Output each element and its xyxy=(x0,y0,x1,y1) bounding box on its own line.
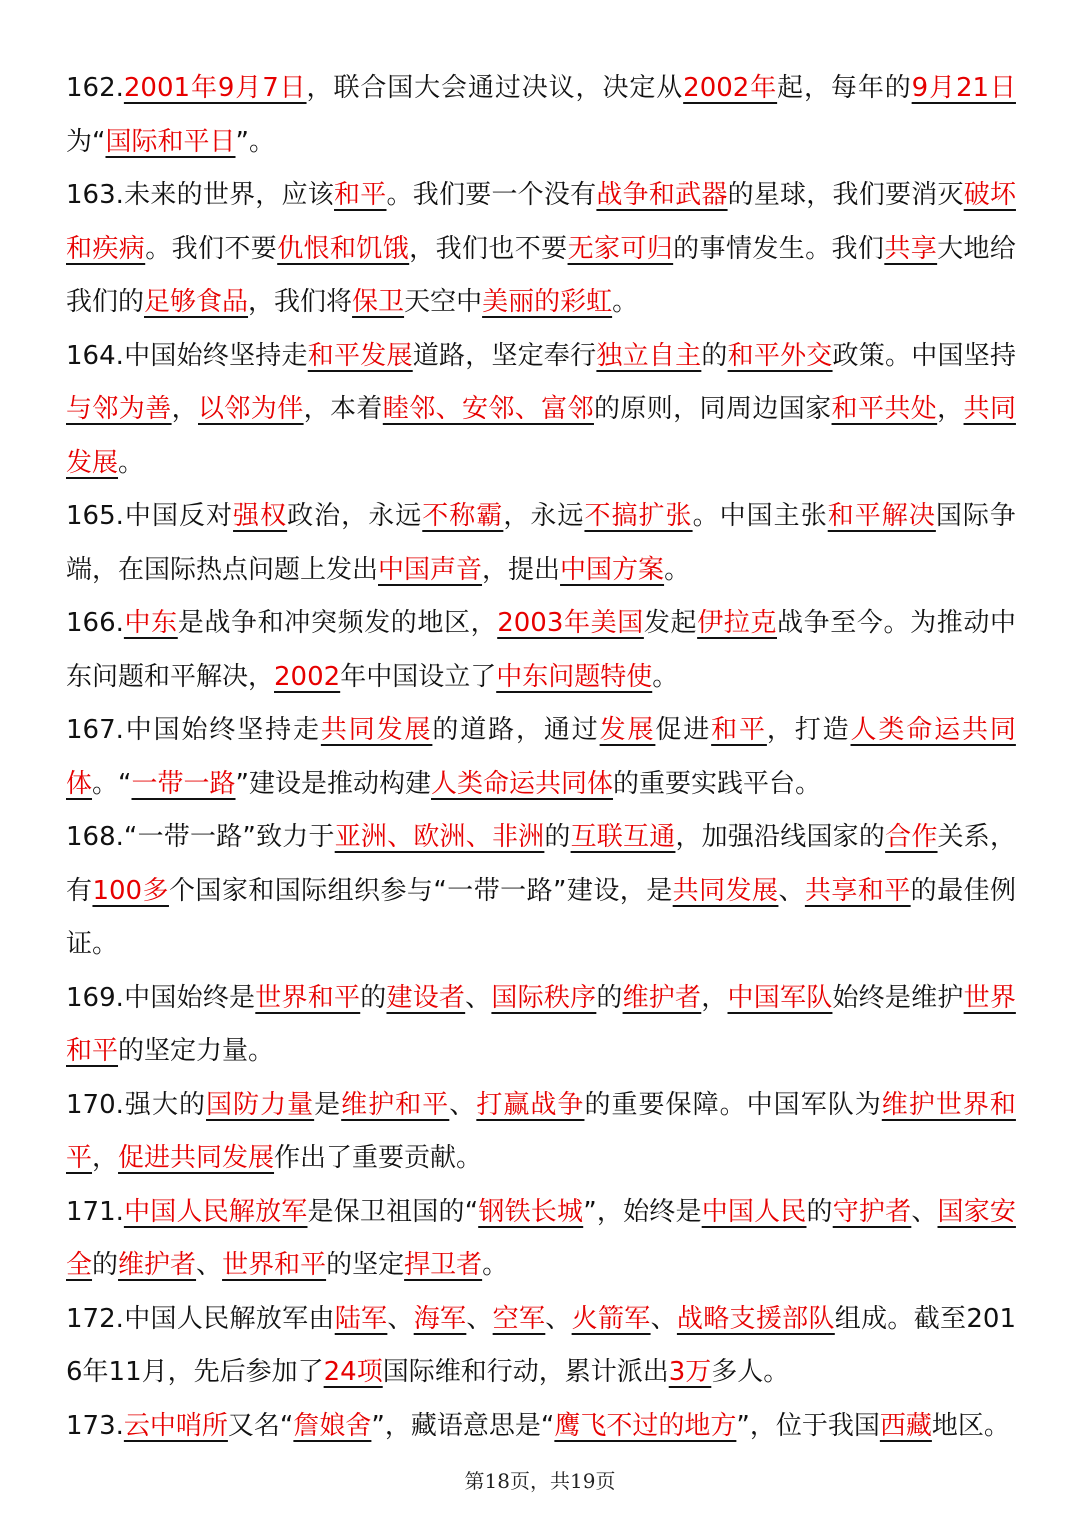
item-text: ”建设是推动构建 xyxy=(235,768,431,799)
item-text: 、 xyxy=(911,1196,938,1227)
item-text: 的 xyxy=(806,1196,833,1227)
item-text: 个国家和国际组织参与“一带一路”建设，是 xyxy=(168,875,673,906)
highlighted-answer: 9月21日 xyxy=(911,73,1016,103)
highlighted-answer: 中国人民解放军 xyxy=(123,1196,308,1227)
highlighted-answer: 24项 xyxy=(323,1357,383,1387)
item-text: ，本着 xyxy=(303,394,383,424)
item-text: 为“ xyxy=(66,126,106,157)
item-text: 171. xyxy=(66,1196,124,1227)
highlighted-answer: 2001年9月7日 xyxy=(123,73,307,103)
highlighted-answer: 中东 xyxy=(123,608,178,638)
highlighted-answer: 100多 xyxy=(92,875,169,906)
highlighted-answer: 国防力量 xyxy=(206,1089,315,1120)
highlighted-answer: 维护者 xyxy=(622,982,702,1013)
question-item xyxy=(66,1400,1016,1454)
item-text: 的坚定力量。 xyxy=(118,1036,275,1066)
item-text: ， xyxy=(92,1143,119,1173)
question-item xyxy=(66,1186,1016,1293)
highlighted-answer: 破坏和疾病 xyxy=(66,180,1016,264)
item-text: ，打造 xyxy=(766,715,851,745)
item-text: 促进 xyxy=(655,715,712,745)
highlighted-answer: 伊拉克 xyxy=(697,608,777,638)
highlighted-answer: 捍卫者 xyxy=(404,1250,483,1280)
highlighted-answer: 国际秩序 xyxy=(491,982,597,1013)
highlighted-answer: 强权 xyxy=(233,501,288,531)
highlighted-answer: 中国军队 xyxy=(727,982,833,1013)
item-text: 162. xyxy=(66,73,124,103)
question-item xyxy=(66,704,1016,811)
question-item xyxy=(66,1079,1016,1186)
highlighted-answer: 睦邻、安邻、富邻 xyxy=(382,394,594,424)
item-text: 的星球，我们要消灭 xyxy=(727,180,964,210)
document-body xyxy=(66,62,1016,1453)
item-text: 大地给我们的 xyxy=(66,233,1016,317)
item-text: 。 xyxy=(664,554,691,585)
item-text: 167.中国始终坚持走 xyxy=(66,715,321,745)
highlighted-answer: 世界和平 xyxy=(222,1250,327,1280)
highlighted-answer: 共享 xyxy=(884,233,938,264)
item-text: ， xyxy=(171,394,198,424)
page-footer: 第18页，共19页 xyxy=(464,1469,616,1493)
item-text: 173. xyxy=(66,1410,124,1441)
highlighted-answer: 共同发展 xyxy=(672,875,779,906)
item-text: 、 xyxy=(650,1303,677,1334)
highlighted-answer: 和平解决 xyxy=(827,501,936,531)
highlighted-answer: 共享和平 xyxy=(804,875,911,906)
highlighted-answer: 2002年 xyxy=(683,73,778,103)
item-text: 。中国主张 xyxy=(692,501,828,531)
item-text: 的 xyxy=(360,982,387,1013)
question-item xyxy=(66,169,1016,330)
item-text: 组成。截至2016年11月，先后参加了 xyxy=(66,1303,1016,1387)
item-text: 的 xyxy=(544,822,571,852)
highlighted-answer: 战争和武器 xyxy=(596,180,728,210)
item-text: 政治，永远 xyxy=(287,501,423,531)
highlighted-answer: 共同发展 xyxy=(320,715,433,745)
highlighted-answer: 战略支援部队 xyxy=(676,1303,835,1334)
item-text: ，永远 xyxy=(503,501,585,531)
item-text: 172.中国人民解放军由 xyxy=(66,1303,335,1334)
highlighted-answer: 亚洲、欧洲、非洲 xyxy=(334,822,545,852)
highlighted-answer: 钢铁长城 xyxy=(478,1196,584,1227)
item-text: 。我们不要 xyxy=(145,233,278,264)
question-item xyxy=(66,62,1016,169)
highlighted-answer: 无家可归 xyxy=(567,233,674,264)
item-text: 、 xyxy=(465,982,492,1013)
item-text: ，我们将 xyxy=(248,287,353,317)
highlighted-answer: 空军 xyxy=(492,1303,546,1334)
item-text: 是保卫祖国的“ xyxy=(307,1196,479,1227)
item-text: 。“ xyxy=(92,768,132,799)
item-text: 166. xyxy=(66,608,124,638)
item-text: 的 xyxy=(596,982,623,1013)
item-text: 。 xyxy=(118,447,145,478)
item-text: ”。 xyxy=(235,126,275,157)
question-item xyxy=(66,811,1016,972)
highlighted-answer: 维护和平 xyxy=(341,1089,450,1120)
item-text: 的事情发生。我们 xyxy=(673,233,885,264)
highlighted-answer: 海军 xyxy=(413,1303,467,1334)
item-text: 、 xyxy=(466,1303,493,1334)
highlighted-answer: 维护者 xyxy=(118,1250,197,1280)
item-text: 。 xyxy=(652,661,679,692)
highlighted-answer: 促进共同发展 xyxy=(118,1143,275,1173)
highlighted-answer: 世界和平 xyxy=(66,982,1016,1066)
highlighted-answer: 人类命运共同体 xyxy=(66,715,1016,799)
question-item xyxy=(66,972,1016,1079)
highlighted-answer: 共同发展 xyxy=(66,394,1016,478)
item-text: 的原则，同周边国家 xyxy=(593,394,832,424)
highlighted-answer: 足够食品 xyxy=(144,287,249,317)
highlighted-answer: 和平发展 xyxy=(307,340,413,371)
highlighted-answer: 2002 xyxy=(274,661,341,692)
item-text: 天空中 xyxy=(404,287,483,317)
highlighted-answer: 守护者 xyxy=(832,1196,912,1227)
item-text: 165.中国反对 xyxy=(66,501,234,531)
highlighted-answer: 和平外交 xyxy=(727,340,833,371)
item-text: 、 xyxy=(196,1250,223,1280)
highlighted-answer: 3万 xyxy=(668,1357,712,1387)
item-text: 作出了重要贡献。 xyxy=(274,1143,483,1173)
highlighted-answer: 仇恨和饥饿 xyxy=(277,233,410,264)
highlighted-answer: 国家安全 xyxy=(66,1196,1016,1280)
highlighted-answer: 与邻为善 xyxy=(66,394,172,424)
highlighted-answer: 火箭军 xyxy=(571,1303,651,1334)
highlighted-answer: 互联互通 xyxy=(570,822,676,852)
item-text: 年中国设立了 xyxy=(340,661,497,692)
highlighted-answer: 陆军 xyxy=(334,1303,388,1334)
item-text: 道路，坚定奉行 xyxy=(412,340,597,371)
item-text: 国际维和行动，累计派出 xyxy=(382,1357,669,1387)
item-text: 的最佳例证。 xyxy=(66,875,1016,959)
item-text: 的道路，通过 xyxy=(432,715,600,745)
item-text: 发起 xyxy=(643,608,698,638)
item-text: 政策。中国坚持 xyxy=(832,340,1016,371)
item-text: ，提出 xyxy=(482,554,561,585)
highlighted-answer: 一带一路 xyxy=(131,768,236,799)
item-text: ”，位于我国 xyxy=(736,1410,880,1441)
item-text: 。我们要一个没有 xyxy=(386,180,597,210)
highlighted-answer: 中国声音 xyxy=(378,554,483,585)
item-text: 、 xyxy=(449,1089,477,1120)
highlighted-answer: 鹰飞不过的地方 xyxy=(554,1410,737,1441)
question-item xyxy=(66,597,1016,704)
item-text: 起，每年的 xyxy=(777,73,912,103)
item-text: 。 xyxy=(612,287,639,317)
highlighted-answer: 以邻为伴 xyxy=(198,394,304,424)
highlighted-answer: 保卫 xyxy=(352,287,405,317)
highlighted-answer: 不搞扩张 xyxy=(584,501,693,531)
highlighted-answer: 不称霸 xyxy=(422,501,504,531)
item-text: 170.强大的 xyxy=(66,1089,207,1120)
question-item xyxy=(66,1293,1016,1400)
highlighted-answer: 云中哨所 xyxy=(123,1410,228,1441)
item-text: 的重要实践平台。 xyxy=(613,768,822,799)
highlighted-answer: 合作 xyxy=(885,822,938,852)
item-text: 又名“ xyxy=(227,1410,294,1441)
item-text: 的 xyxy=(701,340,728,371)
highlighted-answer: 中国方案 xyxy=(560,554,665,585)
item-text: ，联合国大会通过决议，决定从 xyxy=(306,73,684,103)
item-text: 、 xyxy=(545,1303,572,1334)
item-text: ， xyxy=(701,982,728,1013)
highlighted-answer: 西藏 xyxy=(879,1410,932,1441)
highlighted-answer: 和平 xyxy=(711,715,767,745)
item-text: ，加强沿线国家的 xyxy=(675,822,886,852)
item-text: 168.“一带一路”致力于 xyxy=(66,822,335,852)
highlighted-answer: 中东问题特使 xyxy=(496,661,653,692)
item-text: 164.中国始终坚持走 xyxy=(66,340,308,371)
highlighted-answer: 詹娘舍 xyxy=(293,1410,372,1441)
highlighted-answer: 美丽的彩虹 xyxy=(482,287,613,317)
item-text: 是 xyxy=(314,1089,342,1120)
item-text: 国际争端，在国际热点问题上发出 xyxy=(66,501,1016,585)
highlighted-answer: 发展 xyxy=(599,715,656,745)
item-text: 战争至今。为推动中东问题和平解决， xyxy=(66,608,1016,692)
item-text: ”，始终是 xyxy=(583,1196,702,1227)
item-text: 的坚定 xyxy=(326,1250,405,1280)
highlighted-answer: 建设者 xyxy=(386,982,466,1013)
item-text: ， xyxy=(937,394,964,424)
item-text: 是战争和冲突频发的地区， xyxy=(177,608,498,638)
item-text: ”，藏语意思是“ xyxy=(371,1410,555,1441)
item-text: 、 xyxy=(778,875,805,906)
item-text: 关系，有 xyxy=(66,822,1016,906)
highlighted-answer: 人类命运共同体 xyxy=(431,768,614,799)
highlighted-answer: 国际和平日 xyxy=(105,126,236,157)
item-text: 多人。 xyxy=(711,1357,790,1387)
item-text: 的 xyxy=(92,1250,119,1280)
item-text: 、 xyxy=(387,1303,414,1334)
highlighted-answer: 独立自主 xyxy=(596,340,702,371)
item-text: 始终是维护 xyxy=(832,982,964,1013)
item-text: 的重要保障。中国军队为 xyxy=(584,1089,882,1120)
question-item xyxy=(66,490,1016,597)
question-item xyxy=(66,330,1016,491)
highlighted-answer: 中国人民 xyxy=(701,1196,807,1227)
highlighted-answer: 和平共处 xyxy=(831,394,938,424)
highlighted-answer: 2003年美国 xyxy=(497,608,644,638)
highlighted-answer: 维护世界和平 xyxy=(66,1089,1016,1173)
item-text: 169.中国始终是 xyxy=(66,982,256,1013)
highlighted-answer: 打赢战争 xyxy=(476,1089,585,1120)
item-text: 地区。 xyxy=(931,1410,1010,1441)
item-text: 。 xyxy=(482,1250,509,1280)
highlighted-answer: 世界和平 xyxy=(255,982,361,1013)
item-text: ，我们也不要 xyxy=(409,233,568,264)
highlighted-answer: 和平 xyxy=(334,180,387,210)
item-text: 163.未来的世界，应该 xyxy=(66,180,335,210)
